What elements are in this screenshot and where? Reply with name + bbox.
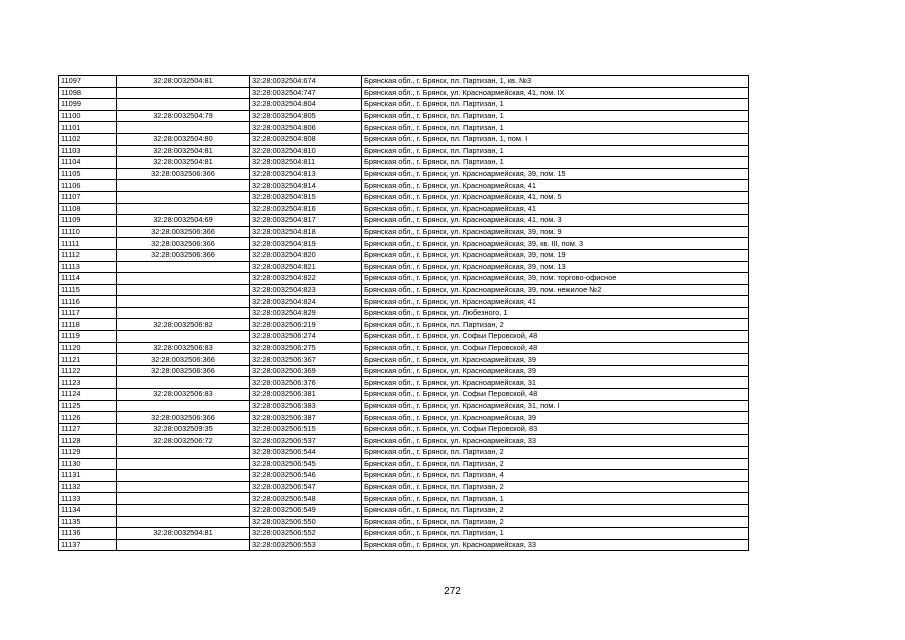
address-cell: Брянская обл., г. Брянск, ул. Красноармейская, 39: [362, 412, 749, 424]
address-cell: Брянская обл., г. Брянск, ул. Красноармейская, 39, кв. III, пом. 3: [362, 238, 749, 250]
address-cell: Брянская обл., г. Брянск, ул. Красноармейская, 39, пом. 15: [362, 168, 749, 180]
table-row: [59, 226, 749, 238]
parent-cadastral-number-cell: [117, 481, 250, 493]
cadastral-number-cell: 32:28:0032506:547: [250, 481, 362, 493]
row-number-cell: 11124: [59, 389, 117, 401]
address-cell: Брянская обл., г. Брянск, пл. Партизан, 1: [362, 99, 749, 111]
row-number-cell: 11104: [59, 157, 117, 169]
register-table-body: [59, 76, 749, 551]
address-cell: Брянская обл., г. Брянск, ул. Красноармейская, 31, пом. I: [362, 400, 749, 412]
parent-cadastral-number-cell: [117, 99, 250, 111]
row-number-cell: 11100: [59, 110, 117, 122]
table-row: [59, 319, 749, 331]
cadastral-number-cell: 32:28:0032506:550: [250, 516, 362, 528]
parent-cadastral-number-cell: [117, 203, 250, 215]
cadastral-number-cell: 32:28:0032504:747: [250, 87, 362, 99]
table-row: [59, 400, 749, 412]
parent-cadastral-number-cell: [117, 261, 250, 273]
parent-cadastral-number-cell: 32:28:0032506:366: [117, 365, 250, 377]
row-number-cell: 11115: [59, 284, 117, 296]
table-row: [59, 342, 749, 354]
table-row: [59, 423, 749, 435]
table-row: [59, 539, 749, 551]
cadastral-number-cell: 32:28:0032504:814: [250, 180, 362, 192]
row-number-cell: 11111: [59, 238, 117, 250]
table-row: [59, 296, 749, 308]
address-cell: Брянская обл., г. Брянск, пл. Партизан, 2: [362, 319, 749, 331]
address-cell: Брянская обл., г. Брянск, ул. Софьи Перовской, 48: [362, 331, 749, 343]
row-number-cell: 11127: [59, 423, 117, 435]
address-cell: Брянская обл., г. Брянск, пл. Партизан, 1: [362, 110, 749, 122]
address-cell: Брянская обл., г. Брянск, ул. Красноармейская, 39, пом. 19: [362, 249, 749, 261]
address-cell: Брянская обл., г. Брянск, пл. Партизан, 2: [362, 447, 749, 459]
row-number-cell: 11130: [59, 458, 117, 470]
address-cell: Брянская обл., г. Брянск, ул. Софьи Перовской, 83: [362, 423, 749, 435]
cadastral-number-cell: 32:28:0032504:674: [250, 76, 362, 88]
parent-cadastral-number-cell: [117, 377, 250, 389]
cadastral-number-cell: 32:28:0032504:806: [250, 122, 362, 134]
table-row: [59, 458, 749, 470]
address-cell: Брянская обл., г. Брянск, ул. Красноармейская, 39, пом. 9: [362, 226, 749, 238]
cadastral-number-cell: 32:28:0032504:823: [250, 284, 362, 296]
row-number-cell: 11101: [59, 122, 117, 134]
row-number-cell: 11116: [59, 296, 117, 308]
table-row: [59, 238, 749, 250]
cadastral-number-cell: 32:28:0032506:383: [250, 400, 362, 412]
row-number-cell: 11135: [59, 516, 117, 528]
address-cell: Брянская обл., г. Брянск, пл. Партизан, 1, пом. I: [362, 133, 749, 145]
cadastral-number-cell: 32:28:0032506:537: [250, 435, 362, 447]
table-row: [59, 133, 749, 145]
parent-cadastral-number-cell: 32:28:0032504:79: [117, 110, 250, 122]
cadastral-number-cell: 32:28:0032504:824: [250, 296, 362, 308]
table-row: [59, 273, 749, 285]
cadastral-number-cell: 32:28:0032504:811: [250, 157, 362, 169]
parent-cadastral-number-cell: 32:28:0032506:366: [117, 354, 250, 366]
cadastral-number-cell: 32:28:0032504:816: [250, 203, 362, 215]
row-number-cell: 11108: [59, 203, 117, 215]
table-row: [59, 481, 749, 493]
parent-cadastral-number-cell: [117, 400, 250, 412]
table-row: [59, 435, 749, 447]
address-cell: Брянская обл., г. Брянск, ул. Красноармейская, 41, пом. 5: [362, 191, 749, 203]
address-cell: Брянская обл., г. Брянск, пл. Партизан, 2: [362, 458, 749, 470]
cadastral-number-cell: 32:28:0032506:369: [250, 365, 362, 377]
parent-cadastral-number-cell: 32:28:0032504:81: [117, 145, 250, 157]
cadastral-number-cell: 32:28:0032504:810: [250, 145, 362, 157]
address-cell: Брянская обл., г. Брянск, ул. Красноармейская, 39, пом. нежилое №2: [362, 284, 749, 296]
table-row: [59, 215, 749, 227]
cadastral-number-cell: 32:28:0032504:805: [250, 110, 362, 122]
parent-cadastral-number-cell: [117, 504, 250, 516]
row-number-cell: 11103: [59, 145, 117, 157]
address-cell: Брянская обл., г. Брянск, ул. Софьи Перовской, 48: [362, 389, 749, 401]
table-row: [59, 493, 749, 505]
parent-cadastral-number-cell: 32:28:0032504:81: [117, 157, 250, 169]
address-cell: Брянская обл., г. Брянск, пл. Партизан, 4: [362, 470, 749, 482]
parent-cadastral-number-cell: [117, 447, 250, 459]
address-cell: Брянская обл., г. Брянск, ул. Красноармейская, 33: [362, 435, 749, 447]
row-number-cell: 11114: [59, 273, 117, 285]
row-number-cell: 11133: [59, 493, 117, 505]
parent-cadastral-number-cell: [117, 296, 250, 308]
address-cell: Брянская обл., г. Брянск, пл. Партизан, 1: [362, 528, 749, 540]
cadastral-number-cell: 32:28:0032506:549: [250, 504, 362, 516]
table-row: [59, 191, 749, 203]
parent-cadastral-number-cell: 32:28:0032504:81: [117, 76, 250, 88]
row-number-cell: 11097: [59, 76, 117, 88]
parent-cadastral-number-cell: 32:28:0032506:366: [117, 238, 250, 250]
table-row: [59, 528, 749, 540]
address-cell: Брянская обл., г. Брянск, ул. Красноармейская, 39, пом. 13: [362, 261, 749, 273]
row-number-cell: 11136: [59, 528, 117, 540]
address-cell: Брянская обл., г. Брянск, ул. Красноармейская, 39, пом. торгово-офисное: [362, 273, 749, 285]
table-row: [59, 168, 749, 180]
parent-cadastral-number-cell: [117, 284, 250, 296]
parent-cadastral-number-cell: [117, 539, 250, 551]
parent-cadastral-number-cell: 32:28:0032506:83: [117, 342, 250, 354]
address-cell: Брянская обл., г. Брянск, ул. Красноармейская, 41: [362, 296, 749, 308]
table-row: [59, 516, 749, 528]
cadastral-number-cell: 32:28:0032506:387: [250, 412, 362, 424]
address-cell: Брянская обл., г. Брянск, пл. Партизан, 1: [362, 157, 749, 169]
table-row: [59, 99, 749, 111]
address-cell: Брянская обл., г. Брянск, ул. Любезного, 1: [362, 307, 749, 319]
parent-cadastral-number-cell: 32:28:0032504:80: [117, 133, 250, 145]
row-number-cell: 11128: [59, 435, 117, 447]
address-cell: Брянская обл., г. Брянск, пл. Партизан, 2: [362, 516, 749, 528]
parent-cadastral-number-cell: 32:28:0032506:366: [117, 168, 250, 180]
parent-cadastral-number-cell: 32:28:0032509:35: [117, 423, 250, 435]
cadastral-number-cell: 32:28:0032506:515: [250, 423, 362, 435]
cadastral-number-cell: 32:28:0032504:818: [250, 226, 362, 238]
table-row: [59, 331, 749, 343]
address-cell: Брянская обл., г. Брянск, ул. Красноармейская, 41: [362, 180, 749, 192]
table-row: [59, 389, 749, 401]
parent-cadastral-number-cell: [117, 516, 250, 528]
table-row: [59, 157, 749, 169]
parent-cadastral-number-cell: 32:28:0032506:366: [117, 412, 250, 424]
row-number-cell: 11107: [59, 191, 117, 203]
cadastral-number-cell: 32:28:0032504:808: [250, 133, 362, 145]
cadastral-number-cell: 32:28:0032506:275: [250, 342, 362, 354]
cadastral-number-cell: 32:28:0032504:820: [250, 249, 362, 261]
table-row: [59, 203, 749, 215]
row-number-cell: 11109: [59, 215, 117, 227]
table-row: [59, 76, 749, 88]
address-cell: Брянская обл., г. Брянск, ул. Красноармейская, 39: [362, 354, 749, 366]
cadastral-number-cell: 32:28:0032506:274: [250, 331, 362, 343]
cadastral-number-cell: 32:28:0032506:545: [250, 458, 362, 470]
table-row: [59, 354, 749, 366]
parent-cadastral-number-cell: 32:28:0032504:69: [117, 215, 250, 227]
address-cell: Брянская обл., г. Брянск, пл. Партизан, 1: [362, 493, 749, 505]
cadastral-number-cell: 32:28:0032504:821: [250, 261, 362, 273]
row-number-cell: 11119: [59, 331, 117, 343]
cadastral-number-cell: 32:28:0032506:219: [250, 319, 362, 331]
row-number-cell: 11112: [59, 249, 117, 261]
cadastral-number-cell: 32:28:0032506:381: [250, 389, 362, 401]
cadastral-number-cell: 32:28:0032506:553: [250, 539, 362, 551]
table-row: [59, 87, 749, 99]
parent-cadastral-number-cell: 32:28:0032506:366: [117, 249, 250, 261]
cadastral-number-cell: 32:28:0032504:815: [250, 191, 362, 203]
row-number-cell: 11102: [59, 133, 117, 145]
table-row: [59, 110, 749, 122]
parent-cadastral-number-cell: [117, 87, 250, 99]
cadastral-number-cell: 32:28:0032504:819: [250, 238, 362, 250]
parent-cadastral-number-cell: [117, 458, 250, 470]
table-row: [59, 447, 749, 459]
table-row: [59, 180, 749, 192]
row-number-cell: 11118: [59, 319, 117, 331]
parent-cadastral-number-cell: [117, 470, 250, 482]
address-cell: Брянская обл., г. Брянск, пл. Партизан, 1: [362, 145, 749, 157]
address-cell: Брянская обл., г. Брянск, ул. Красноармейская, 41: [362, 203, 749, 215]
table-row: [59, 470, 749, 482]
row-number-cell: 11106: [59, 180, 117, 192]
table-row: [59, 122, 749, 134]
address-cell: Брянская обл., г. Брянск, ул. Красноармейская, 39: [362, 365, 749, 377]
row-number-cell: 11123: [59, 377, 117, 389]
address-cell: Брянская обл., г. Брянск, ул. Красноармейская, 41, пом. IX: [362, 87, 749, 99]
row-number-cell: 11129: [59, 447, 117, 459]
cadastral-number-cell: 32:28:0032506:552: [250, 528, 362, 540]
parent-cadastral-number-cell: 32:28:0032506:82: [117, 319, 250, 331]
cadastral-number-cell: 32:28:0032504:813: [250, 168, 362, 180]
cadastral-number-cell: 32:28:0032506:546: [250, 470, 362, 482]
address-cell: Брянская обл., г. Брянск, пл. Партизан, 1, кв. №3: [362, 76, 749, 88]
parent-cadastral-number-cell: [117, 331, 250, 343]
table-row: [59, 249, 749, 261]
parent-cadastral-number-cell: [117, 180, 250, 192]
cadastral-number-cell: 32:28:0032506:367: [250, 354, 362, 366]
cadastral-number-cell: 32:28:0032506:544: [250, 447, 362, 459]
row-number-cell: 11117: [59, 307, 117, 319]
cadastral-number-cell: 32:28:0032504:817: [250, 215, 362, 227]
table-row: [59, 504, 749, 516]
row-number-cell: 11122: [59, 365, 117, 377]
cadastral-number-cell: 32:28:0032506:548: [250, 493, 362, 505]
address-cell: Брянская обл., г. Брянск, ул. Красноармейская, 31: [362, 377, 749, 389]
table-row: [59, 412, 749, 424]
address-cell: Брянская обл., г. Брянск, ул. Софьи Перовской, 48: [362, 342, 749, 354]
address-cell: Брянская обл., г. Брянск, ул. Красноармейская, 41, пом. 3: [362, 215, 749, 227]
page-number: 272: [444, 586, 461, 597]
row-number-cell: 11126: [59, 412, 117, 424]
row-number-cell: 11110: [59, 226, 117, 238]
table-row: [59, 284, 749, 296]
address-cell: Брянская обл., г. Брянск, пл. Партизан, 2: [362, 504, 749, 516]
parent-cadastral-number-cell: [117, 273, 250, 285]
cadastral-number-cell: 32:28:0032506:376: [250, 377, 362, 389]
row-number-cell: 11098: [59, 87, 117, 99]
row-number-cell: 11121: [59, 354, 117, 366]
row-number-cell: 11137: [59, 539, 117, 551]
row-number-cell: 11113: [59, 261, 117, 273]
row-number-cell: 11125: [59, 400, 117, 412]
parent-cadastral-number-cell: 32:28:0032506:366: [117, 226, 250, 238]
row-number-cell: 11132: [59, 481, 117, 493]
table-row: [59, 377, 749, 389]
parent-cadastral-number-cell: [117, 191, 250, 203]
table-row: [59, 145, 749, 157]
parent-cadastral-number-cell: 32:28:0032506:72: [117, 435, 250, 447]
cadastral-number-cell: 32:28:0032504:804: [250, 99, 362, 111]
table-row: [59, 365, 749, 377]
address-cell: Брянская обл., г. Брянск, пл. Партизан, 1: [362, 122, 749, 134]
parent-cadastral-number-cell: 32:28:0032504:81: [117, 528, 250, 540]
parent-cadastral-number-cell: 32:28:0032506:83: [117, 389, 250, 401]
cadastral-number-cell: 32:28:0032504:829: [250, 307, 362, 319]
cadastral-number-cell: 32:28:0032504:822: [250, 273, 362, 285]
row-number-cell: 11105: [59, 168, 117, 180]
address-cell: Брянская обл., г. Брянск, пл. Партизан, 2: [362, 481, 749, 493]
property-register-table: [58, 75, 749, 551]
row-number-cell: 11134: [59, 504, 117, 516]
parent-cadastral-number-cell: [117, 122, 250, 134]
table-row: [59, 261, 749, 273]
parent-cadastral-number-cell: [117, 493, 250, 505]
row-number-cell: 11120: [59, 342, 117, 354]
row-number-cell: 11131: [59, 470, 117, 482]
table-row: [59, 307, 749, 319]
address-cell: Брянская обл., г. Брянск, ул. Красноармейская, 33: [362, 539, 749, 551]
parent-cadastral-number-cell: [117, 307, 250, 319]
row-number-cell: 11099: [59, 99, 117, 111]
